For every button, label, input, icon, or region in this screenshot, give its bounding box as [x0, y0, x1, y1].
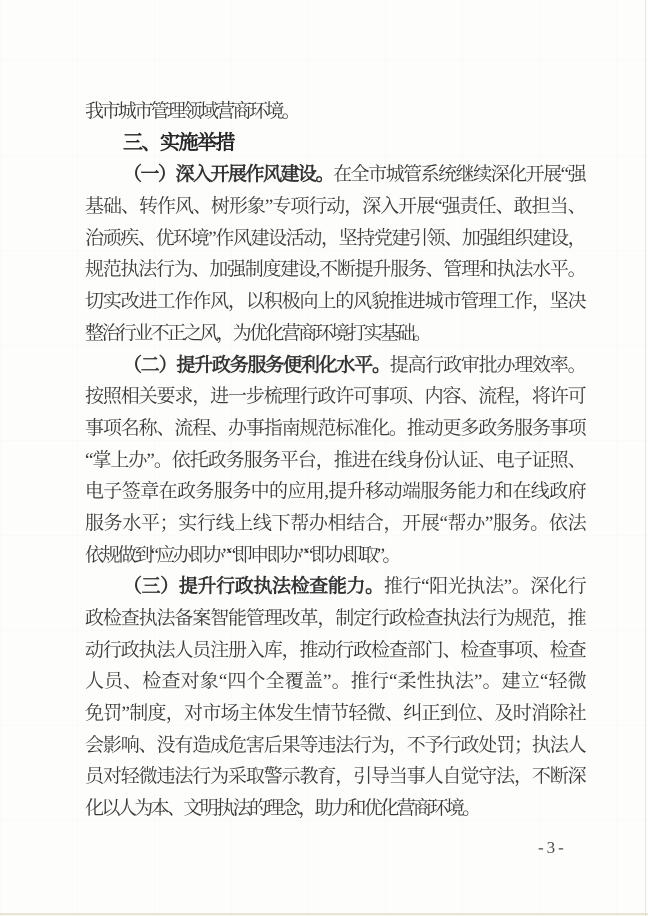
scan-right-edge-artifact: [645, 0, 646, 916]
paragraph-2-line: “掌上办”。依托政务服务平台，推进在线身份认证、电子证照、: [85, 449, 584, 471]
paragraph-1-line: 基础、转作风、树形象”专项行动，深入开展“强责任、敢担当、: [85, 196, 584, 218]
intro-continuation-line: 我市城市管理领域营商环境。: [85, 101, 299, 122]
paragraph-2-line: 按照相关要求，进一步梳理行政许可事项、内容、流程，将许可: [85, 386, 584, 408]
clause-lead-in: （一）深入开展作风建设。: [123, 164, 334, 186]
page-number: -3-: [538, 838, 567, 857]
intro-continuation: [85, 96, 584, 128]
paragraph-3-line: 会影响、没有造成危害后果等违法行为，不予行政处罚；执法人: [85, 734, 584, 756]
section-heading: [85, 128, 584, 160]
paragraph-3-line: 员对轻微违法行为采取警示教育，引导当事人自觉守法，不断深: [85, 766, 584, 788]
paragraph-1: [85, 159, 584, 349]
paragraph-1-line: 规范执法行为、加强制度建设,不断提升服务、管理和执法水平。: [85, 259, 584, 281]
paragraph-3-line: 免罚”制度，对市场主体发生情节轻微、纠正到位、及时消除社: [85, 703, 584, 725]
paragraph-1-line: 治顽疾、优环境”作风建设活动，坚持党建引领、加强组织建设，: [85, 227, 584, 249]
paragraph-1-line: （一）深入开展作风建设。在全市城管系统继续深化开展“强: [123, 164, 584, 186]
paragraph-2-line: 电子签章在政务服务中的应用,提升移动端服务能力和在线政府: [85, 481, 584, 503]
clause-lead-in: （二）提升政务服务便利化水平。: [123, 354, 390, 376]
clause-lead-in: （三）提升行政执法检查能力。: [123, 576, 384, 598]
scan-bottom-edge-artifact: [0, 913, 648, 915]
paragraph-3-line: 政检查执法备案智能管理改革，制定行政检查执法行为规范，推: [85, 608, 584, 629]
paragraph-2-line: 事项名称、流程、办事指南规范标准化。推动更多政务服务事项: [85, 417, 584, 439]
paragraph-3: [85, 571, 584, 825]
paragraph-2-line: 依规做到“应办即办”“即申即办”“即办即取”。: [85, 544, 399, 566]
paragraph-3-line: 人员、检查对象“四个全覆盖”。推行“柔性执法”。建立“轻微: [85, 671, 584, 693]
paragraph-2-line: （二）提升政务服务便利化水平。提高行政审批办理效率。: [123, 354, 584, 376]
section-heading-line: 三、实施举措: [123, 131, 234, 154]
paragraph-2-line: 服务水平；实行线上线下帮办相结合，开展“帮办”服务。依法: [85, 512, 584, 534]
paragraph-2: [85, 350, 584, 572]
paragraph-3-line: （三）提升行政执法检查能力。推行“阳光执法”。深化行: [123, 576, 584, 598]
paragraph-3-line: 化以人为本、文明执法的理念，助力和优化营商环境。: [85, 798, 479, 820]
document-body: [85, 96, 584, 825]
paragraph-1-line: 切实改进工作作风，以积极向上的风貌推进城市管理工作，坚决: [85, 291, 584, 313]
paragraph-3-line: 动行政执法人员注册入库，推动行政检查部门、检查事项、检查: [85, 639, 584, 661]
paragraph-1-line: 整治行业不正之风，为优化营商环境打实基础。: [85, 322, 430, 344]
